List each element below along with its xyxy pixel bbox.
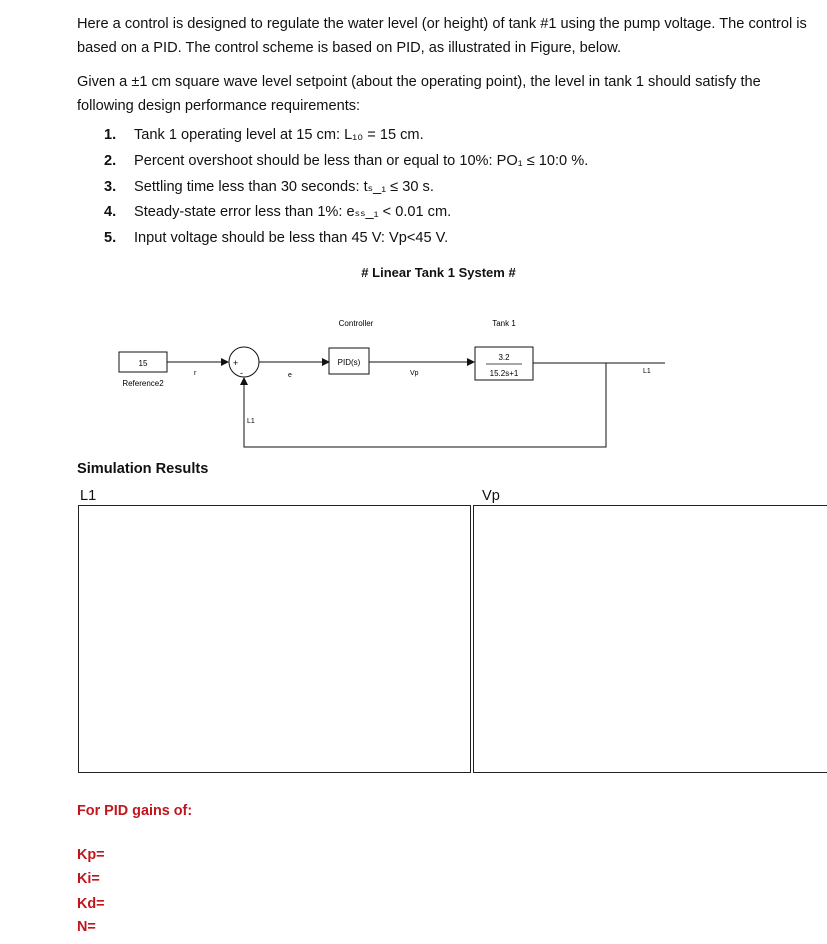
signal-e-label: e [288,372,292,379]
sum-minus-sign: - [240,368,243,378]
n-label: N= [77,919,96,935]
requirement-number: 5. [104,230,117,246]
tf-numerator: 3.2 [498,353,510,362]
tank-title: Tank 1 [492,319,516,328]
plot-vp-frame [473,505,827,773]
requirement-text: Settling time less than 30 seconds: tₛ_₁ ≤ 30 s. [134,179,434,195]
requirement-number: 3. [104,179,117,195]
diagram-title: # Linear Tank 1 System # [361,265,516,280]
output-label: L1 [643,368,651,375]
plot-l1-frame [78,505,471,773]
requirement-text: Tank 1 operating level at 15 cm: L₁₀ = 15 cm. [134,127,424,143]
intro-paragraph-1: Here a control is designed to regulate the water level (or height) of tank #1 using the pump voltage. The control is based on a PID. The control scheme is based on PID, as illustrated in Figure, below. [77,16,807,56]
kd-label: Kd= [77,896,105,912]
requirement-number: 1. [104,127,117,143]
requirement-text: Steady-state error less than 1%: eₛₛ_₁ < 0.01 cm. [134,204,452,220]
plot-l1-label: L1 [80,488,97,504]
requirement-text: Percent overshoot should be less than or equal to 10%: PO₁ ≤ 10:0 %. [134,153,589,169]
kp-label: Kp= [77,847,105,863]
intro-paragraph-2: Given a ±1 cm square wave level setpoint (about the operating point), the level in tank 1 should satisfy the following design performance requirements: [77,74,761,114]
signal-r-label: r [194,370,197,377]
results-heading: Simulation Results [77,461,209,477]
feedback-label: L1 [247,418,255,425]
requirement-number: 4. [104,204,117,220]
feedback-line [244,363,606,447]
constant-value: 15 [138,359,148,368]
requirement-text: Input voltage should be less than 45 V: Vp<45 V. [134,230,449,246]
controller-title: Controller [338,319,374,328]
sum-plus-sign: + [233,358,239,368]
tf-denominator: 15.2s+1 [489,369,519,378]
pid-label: PID(s) [337,358,361,367]
block-diagram [0,0,827,470]
ki-label: Ki= [77,871,100,887]
signal-vp-label: Vp [410,370,419,377]
plot-vp-label: Vp [482,488,500,504]
requirement-number: 2. [104,153,117,169]
gains-heading: For PID gains of: [77,803,193,819]
constant-name: Reference2 [122,379,164,388]
